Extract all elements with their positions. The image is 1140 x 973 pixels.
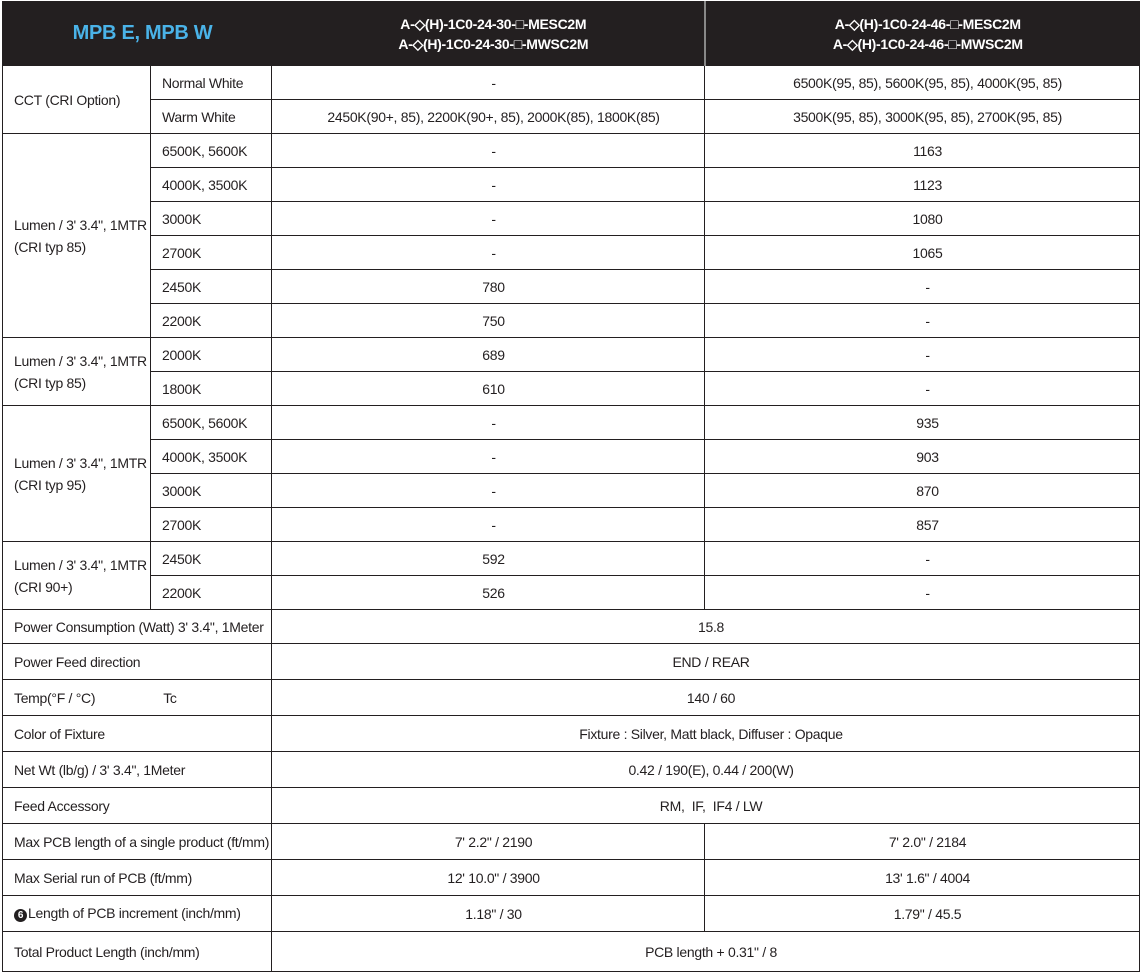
table-row — [3, 440, 1140, 474]
table-row — [3, 338, 1140, 372]
cell-col2: - — [705, 304, 1140, 338]
cell-col1: 750 — [272, 304, 705, 338]
row-sublabel: 2700K — [151, 236, 272, 270]
group-label-line-1: Lumen / 3' 3.4", 1MTR — [14, 352, 147, 369]
cell-col1: 592 — [272, 542, 705, 576]
total-length-value: PCB length + 0.31" / 8 — [272, 932, 1140, 972]
cell-col1: - — [272, 134, 705, 168]
table-row — [3, 752, 1140, 788]
cell-col1: - — [272, 168, 705, 202]
row-sublabel: 2450K — [151, 542, 272, 576]
row-sublabel: 6500K, 5600K — [151, 406, 272, 440]
cell-col2: - — [705, 372, 1140, 406]
table-row — [3, 508, 1140, 542]
table-row — [3, 896, 1140, 932]
cell-col1: 780 — [272, 270, 705, 304]
table-row — [3, 304, 1140, 338]
table-row — [3, 406, 1140, 440]
max-pcb-length-col1: 7' 2.2" / 2190 — [272, 824, 705, 860]
column-header-1 — [272, 2, 705, 66]
row-sublabel: 4000K, 3500K — [151, 440, 272, 474]
column-header-2 — [705, 2, 1140, 66]
row-sublabel: Warm White — [151, 100, 272, 134]
cell-col2: 1065 — [705, 236, 1140, 270]
table-row — [3, 270, 1140, 304]
pcb-increment-label: Length of PCB increment (inch/mm) — [28, 905, 241, 921]
row-sublabel: 2000K — [151, 338, 272, 372]
cell-col1: 689 — [272, 338, 705, 372]
cell-col1: 526 — [272, 576, 705, 610]
group-label-line-1: Lumen / 3' 3.4", 1MTR — [14, 454, 147, 471]
circled-number-icon: 6 — [14, 909, 27, 922]
cell-col2: - — [705, 576, 1140, 610]
cell-col2: 935 — [705, 406, 1140, 440]
row-sublabel: 2450K — [151, 270, 272, 304]
table-row — [3, 610, 1140, 644]
cell-col2: 857 — [705, 508, 1140, 542]
column-header-2-line-1: A-◇(H)-1C0-24-46-□-MESC2M — [834, 15, 1021, 32]
table-row — [3, 860, 1140, 896]
group-label-line-1: Lumen / 3' 3.4", 1MTR — [14, 216, 147, 233]
max-serial-run-col2: 13' 1.6" / 4004 — [705, 860, 1140, 896]
cct-label: CCT (CRI Option) — [3, 66, 151, 134]
feed-accessory-value: RM, IF, IF4 / LW — [272, 788, 1140, 824]
max-serial-run-col1: 12' 10.0" / 3900 — [272, 860, 705, 896]
spec-table — [2, 1, 1140, 972]
table-row — [3, 66, 1140, 100]
row-sublabel: 1800K — [151, 372, 272, 406]
fixture-color-label: Color of Fixture — [3, 716, 272, 752]
cell-col1: - — [272, 66, 705, 100]
table-row — [3, 644, 1140, 680]
temp-value: 140 / 60 — [272, 680, 1140, 716]
cell-col2: - — [705, 338, 1140, 372]
cell-col1: - — [272, 236, 705, 270]
temp-sublabel: Tc — [163, 689, 177, 706]
max-pcb-length-col2: 7' 2.0" / 2184 — [705, 824, 1140, 860]
cell-col1: - — [272, 440, 705, 474]
row-sublabel: 2200K — [151, 304, 272, 338]
row-sublabel: 2200K — [151, 576, 272, 610]
table-row — [3, 680, 1140, 716]
group-label-line-2: (CRI typ 85) — [14, 374, 86, 391]
model-name: MPB E, MPB W — [3, 2, 272, 66]
table-row — [3, 168, 1140, 202]
max-pcb-length-label: Max PCB length of a single product (ft/mm) — [3, 824, 272, 860]
table-row — [3, 576, 1140, 610]
table-row — [3, 100, 1140, 134]
cell-col2: - — [705, 270, 1140, 304]
table-row — [3, 716, 1140, 752]
group-label-line-2: (CRI typ 95) — [14, 476, 86, 493]
lumen-cri90-label — [3, 542, 151, 610]
cell-col1: - — [272, 474, 705, 508]
column-header-1-line-2: A-◇(H)-1C0-24-30-□-MWSC2M — [398, 35, 589, 52]
row-sublabel: 3000K — [151, 474, 272, 508]
power-feed-direction-label: Power Feed direction — [3, 644, 272, 680]
cell-col2: 1123 — [705, 168, 1140, 202]
lumen-cri85-label — [3, 134, 151, 338]
column-header-2-line-2: A-◇(H)-1C0-24-46-□-MWSC2M — [832, 35, 1023, 52]
group-label-line-2: (CRI 90+) — [14, 578, 73, 595]
power-feed-direction-value: END / REAR — [272, 644, 1140, 680]
header-row — [3, 2, 1140, 66]
temp-label-cell — [3, 680, 272, 716]
cell-col2: 1080 — [705, 202, 1140, 236]
group-label-line-2: (CRI typ 85) — [14, 238, 86, 255]
table-row — [3, 372, 1140, 406]
cell-col1: 2450K(90+, 85), 2200K(90+, 85), 2000K(85), 1800K(85) — [272, 100, 705, 134]
table-row — [3, 134, 1140, 168]
cell-col2: - — [705, 542, 1140, 576]
table-row — [3, 542, 1140, 576]
table-row — [3, 824, 1140, 860]
pcb-increment-label-cell — [3, 896, 272, 932]
cell-col2: 6500K(95, 85), 5600K(95, 85), 4000K(95, 85) — [705, 66, 1140, 100]
table-row — [3, 932, 1140, 972]
table-row — [3, 474, 1140, 508]
table-row — [3, 236, 1140, 270]
total-length-label: Total Product Length (inch/mm) — [3, 932, 272, 972]
row-sublabel: 3000K — [151, 202, 272, 236]
power-consumption-value: 15.8 — [272, 610, 1140, 644]
cell-col1: - — [272, 508, 705, 542]
pcb-increment-col1: 1.18" / 30 — [272, 896, 705, 932]
table-row — [3, 788, 1140, 824]
max-serial-run-label: Max Serial run of PCB (ft/mm) — [3, 860, 272, 896]
fixture-color-value: Fixture : Silver, Matt black, Diffuser : Opaque — [272, 716, 1140, 752]
cell-col2: 3500K(95, 85), 3000K(95, 85), 2700K(95, 85) — [705, 100, 1140, 134]
row-sublabel: 2700K — [151, 508, 272, 542]
row-sublabel: 4000K, 3500K — [151, 168, 272, 202]
row-sublabel: 6500K, 5600K — [151, 134, 272, 168]
cell-col2: 870 — [705, 474, 1140, 508]
group-label-line-1: Lumen / 3' 3.4", 1MTR — [14, 556, 147, 573]
lumen-cri95-label — [3, 406, 151, 542]
net-weight-label: Net Wt (lb/g) / 3' 3.4", 1Meter — [3, 752, 272, 788]
pcb-increment-col2: 1.79" / 45.5 — [705, 896, 1140, 932]
cell-col1: - — [272, 202, 705, 236]
power-consumption-label: Power Consumption (Watt) 3' 3.4", 1Meter — [3, 610, 272, 644]
temp-label: Temp(°F / °C) — [14, 689, 96, 706]
table-row — [3, 202, 1140, 236]
row-sublabel: Normal White — [151, 66, 272, 100]
net-weight-value: 0.42 / 190(E), 0.44 / 200(W) — [272, 752, 1140, 788]
cell-col2: 1163 — [705, 134, 1140, 168]
column-header-1-line-1: A-◇(H)-1C0-24-30-□-MESC2M — [400, 15, 587, 32]
cell-col1: - — [272, 406, 705, 440]
feed-accessory-label: Feed Accessory — [3, 788, 272, 824]
cell-col1: 610 — [272, 372, 705, 406]
lumen-cri85-label-2 — [3, 338, 151, 406]
cell-col2: 903 — [705, 440, 1140, 474]
